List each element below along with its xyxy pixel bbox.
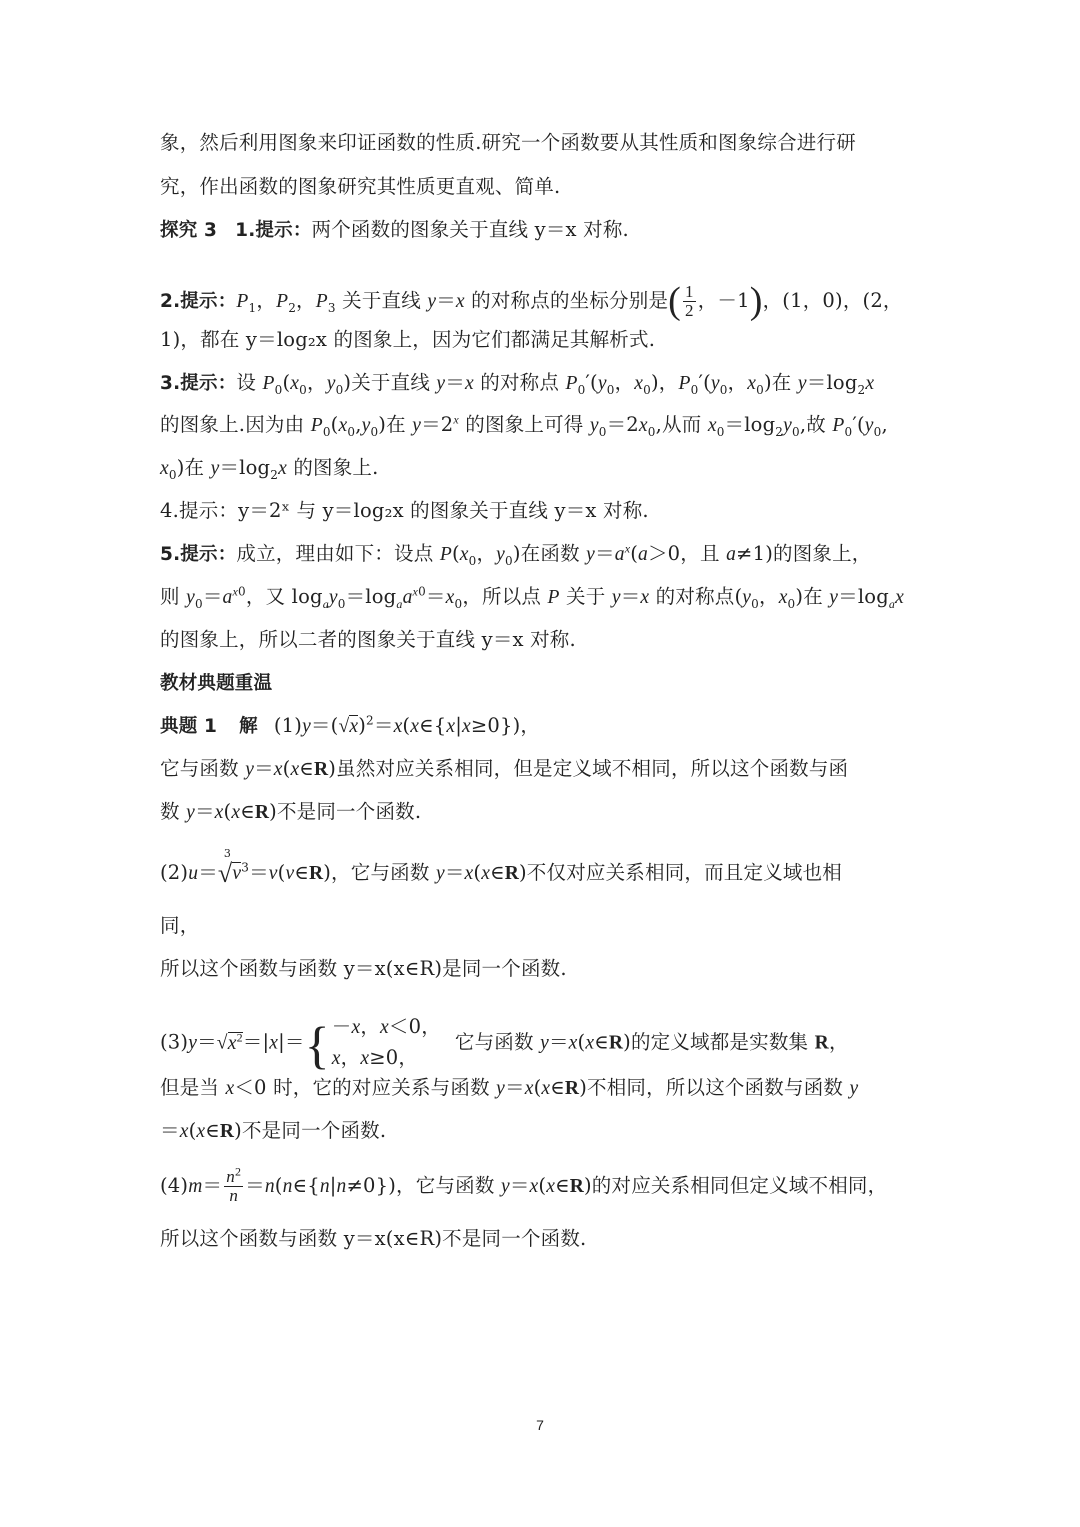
example1-part4-line-2: 所以这个函数与函数 y＝x(x∈R)不是同一个函数. <box>160 1227 587 1250</box>
hint2-label: 2.提示： <box>160 291 237 312</box>
hint2-line-2: 1)，都在 y＝log₂x 的图象上，因为它们都满足其解析式. <box>160 328 656 351</box>
example1-part1-line-2: 它与函数 y＝x(x∈R)虽然对应关系相同，但是定义域不相同，所以这个函数与函 <box>160 757 849 780</box>
example1-part2-line-3: 所以这个函数与函数 y＝x(x∈R)是同一个函数. <box>160 957 567 980</box>
example1-label: 典题 1 <box>160 716 218 737</box>
paragraph-line-1: 象，然后利用图象来印证函数的性质.研究一个函数要从其性质和图象综合进行研 <box>160 131 856 154</box>
solution-label: 解 <box>239 716 258 737</box>
hint3-line-1: 3.提示：设 $P_0(x_0$，$y_0$)关于直线 y＝x 的对称点 $P_0'(y_0$，$x_0$)，$P_0'(y_0$，$x_0$)在 $y=\log_2x$ <box>160 371 875 397</box>
example1-part1-line-3: 数 y＝x(x∈R)不是同一个函数. <box>160 800 422 823</box>
section-heading-wrap <box>160 668 930 699</box>
example1-part4-line-1: (4)m＝ $\frac{n^2}{n}$ ＝n(n∈{n|n≠0})，它与函数 y＝x(x∈R)的对应关系相同但定义域不相同， <box>160 1164 888 1205</box>
paragraph-line-2: 究，作出函数的图象研究其性质更直观、简单. <box>160 175 561 198</box>
page-number: 7 <box>536 1417 544 1433</box>
example1-part2-line-1: (2)u＝ 3 $√v^3=v(v\in R)$，它与函数 y＝x(x∈R)不仅对应关系相同，而且定义域也相 <box>160 847 843 888</box>
hint3-label: 3.提示： <box>160 373 237 394</box>
hint3-line-2: 的图象上.因为由 $P_0(x_0,y_0)$在 $y=2^x$ 的图象上可得 $y_0=2x_0$,从而 $x_0=\log_2y_0$,故 $P_0'(y_0$, <box>160 412 888 439</box>
hint1-text: 两个函数的图象关于直线 y＝x 对称. <box>311 218 629 241</box>
example1-part3-line-2: 但是当 x＜0 时，它的对应关系与函数 y＝x(x∈R)不相同，所以这个函数与函数 y <box>160 1076 859 1099</box>
hint4-line: 4.提示：y＝2ˣ 与 y＝log₂x 的图象关于直线 y＝x 对称. <box>160 499 649 522</box>
example1-part2-line-2: 同， <box>160 914 200 937</box>
explore3-label: 探究 3 <box>160 220 218 241</box>
example1-part3-line-1: $(3)y=√x^2=|x|=${ －x，x＜0， x，x≥0， 它与函数 y＝x(x∈R)的定义域都是实数集 R， <box>160 1015 849 1075</box>
hint5-line-3: 的图象上，所以二者的图象关于直线 y＝x 对称. <box>160 628 576 651</box>
hint3-line-3: $x_0$)在 $y=\log_2x$ 的图象上. <box>160 456 379 482</box>
hint5-line-2: 则 $y_0=a^{x0}$，又 $\log_ay_0=\log_aa^{x0}=x_0$，所以点 P 关于 y＝x 的对称点($y_0$，$x_0$)在 $y=\log_ax$ <box>160 584 904 611</box>
example1-part3-line-3: ＝x(x∈R)不是同一个函数. <box>160 1119 387 1142</box>
explore3-hint1 <box>160 215 930 246</box>
section-heading: 教材典题重温 <box>160 673 273 694</box>
hint5-label: 5.提示： <box>160 544 237 565</box>
hint1-label: 1.提示： <box>235 220 312 241</box>
hint2-line-1: 2.提示：$P_1$，$P_2$，$P_3$ 关于直线 y＝x 的对称点的坐标分别是( $\frac{1}{2}$ ，－1)，(1，0)，(2， <box>160 280 903 322</box>
hint5-line-1: 5.提示：成立，理由如下：设点 $P(x_0$，$y_0$)在函数 $y=a^x(a>0$，且 a≠1)的图象上， <box>160 541 872 568</box>
example1-part1-line-1: 典题 1 解 $(1)y=(√x)^2=x(x\in\{x|x\ge 0\})$， <box>160 713 541 737</box>
